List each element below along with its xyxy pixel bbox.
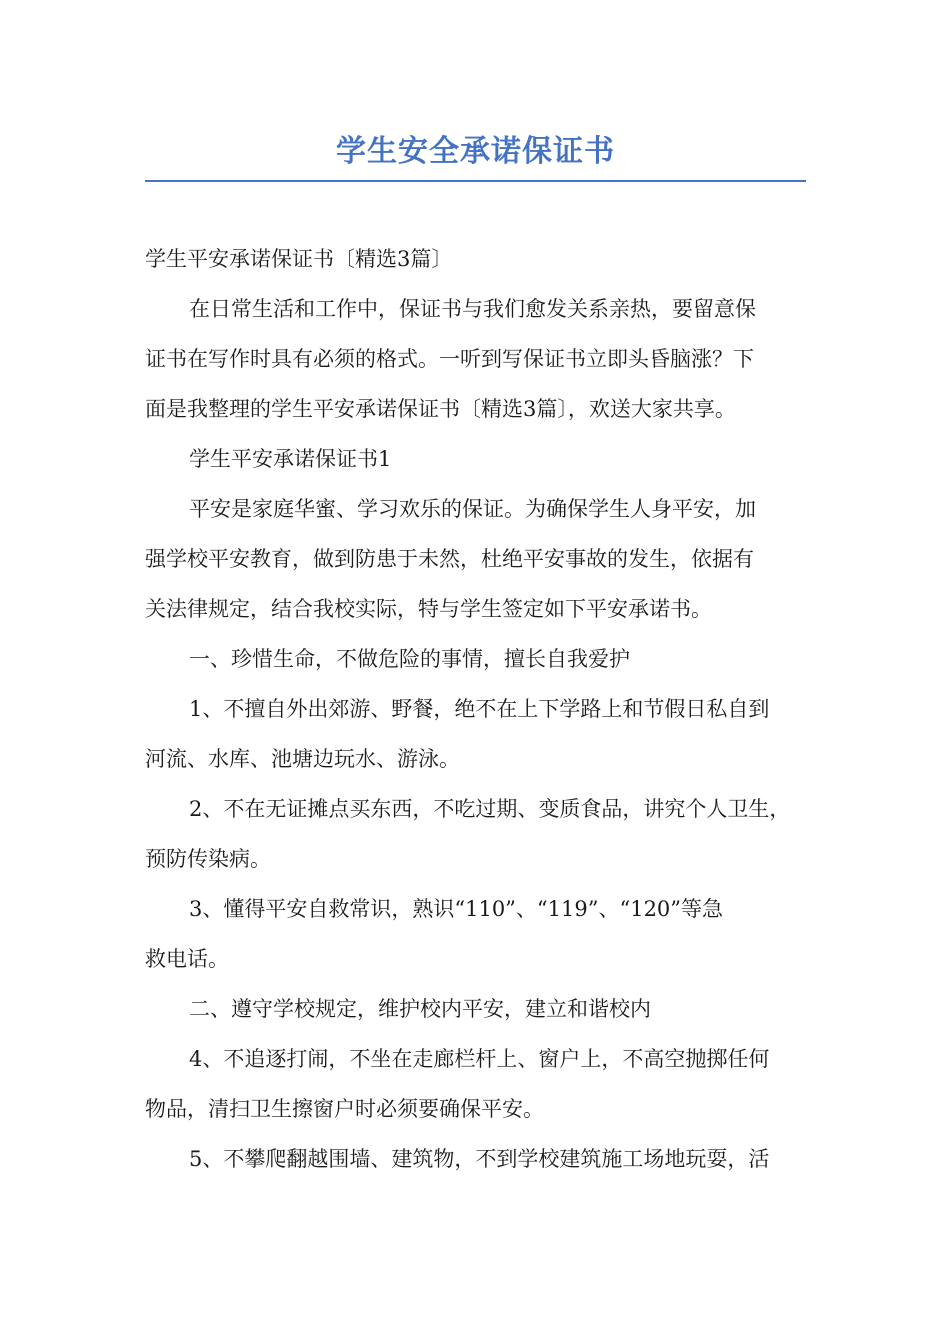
text-line: 物品，清扫卫生擦窗户时必须要确保平安。: [145, 1097, 544, 1121]
text-line: 5、不攀爬翻越围墙、建筑物，不到学校建筑施工场地玩耍，活: [189, 1147, 770, 1171]
text-line: 面是我整理的学生平安承诺保证书〔精选3篇〕，欢送大家共享。: [145, 397, 736, 421]
text-line: 平安是家庭华蜜、学习欢乐的保证。为确保学生人身平安，加: [189, 497, 756, 521]
text-line: 3、懂得平安自救常识，熟识“110”、“119”、“120”等急: [189, 897, 724, 921]
text-line: 4、不追逐打闹，不坐在走廊栏杆上、窗户上，不高空抛掷任何: [189, 1047, 770, 1071]
text-line: 1、不擅自外出郊游、野餐，绝不在上下学路上和节假日私自到: [189, 697, 770, 721]
title-underline: [145, 180, 806, 182]
text-line: 关法律规定，结合我校实际，特与学生签定如下平安承诺书。: [145, 597, 712, 621]
text-line: 河流、水库、池塘边玩水、游泳。: [145, 747, 460, 771]
text-line: 一、珍惜生命，不做危险的事情，擅长自我爱护: [189, 647, 630, 671]
text-line: 二、遵守学校规定，维护校内平安，建立和谐校内: [189, 997, 651, 1021]
text-line: 救电话。: [145, 947, 229, 971]
text-line: 学生平安承诺保证书〔精选3篇〕: [145, 247, 453, 271]
text-line: 2、不在无证摊点买东西，不吃过期、变质食品，讲究个人卫生，: [189, 797, 791, 821]
text-line: 强学校平安教育，做到防患于未然，杜绝平安事故的发生，依据有: [145, 547, 754, 571]
text-line: 预防传染病。: [145, 847, 271, 871]
text-line: 证书在写作时具有必须的格式。一听到写保证书立即头昏脑涨？下: [145, 347, 754, 371]
text-line: 在日常生活和工作中，保证书与我们愈发关系亲热，要留意保: [189, 297, 756, 321]
document-title: 学生安全承诺保证书: [336, 134, 615, 169]
text-line: 学生平安承诺保证书1: [189, 447, 392, 471]
document-body: [145, 234, 825, 1184]
